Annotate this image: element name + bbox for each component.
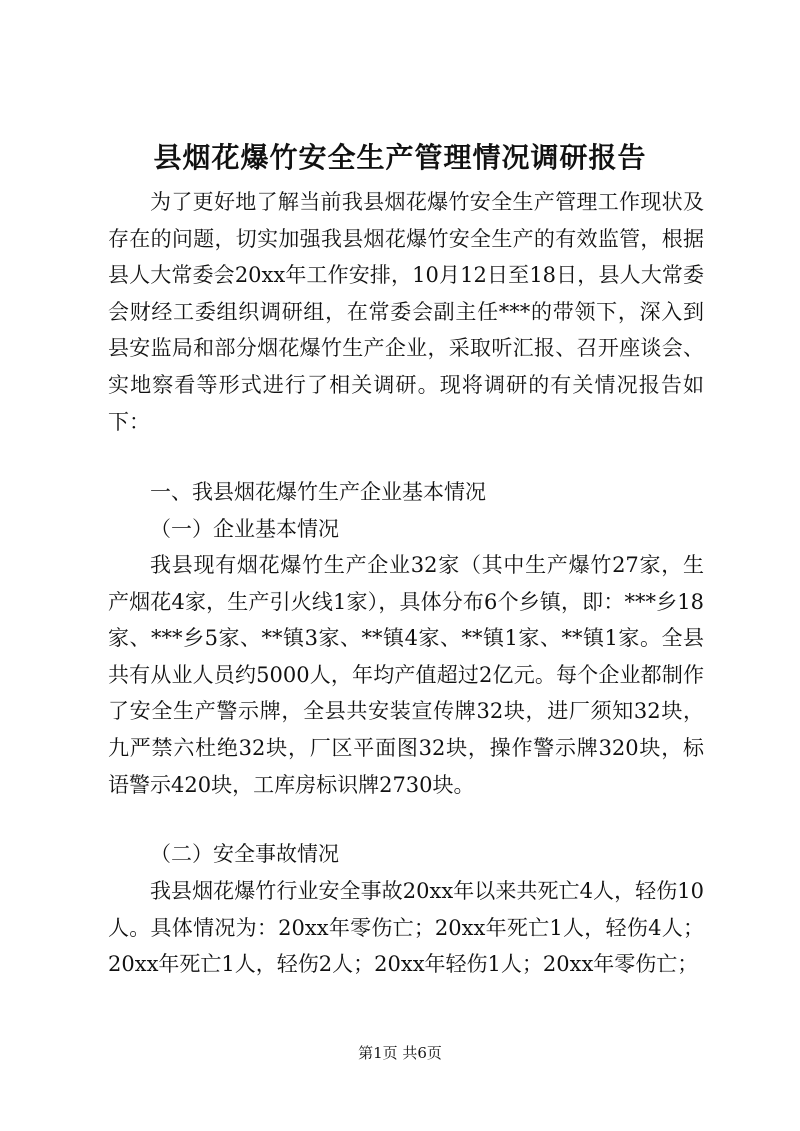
subsection-heading-accidents: （二）安全事故情况 [150,842,339,866]
section-heading: 一、我县烟花爆竹生产企业基本情况 [150,480,486,504]
intro-paragraph: 为了更好地了解当前我县烟花爆竹安全生产管理工作现状及存在的问题，切实加强我县烟花爆竹安全生产的有效监管，根据县人大常委会20xx年工作安排，10月12日至18日，县人大常委会财经工委组织调研组，在常委会副主任***的带领下，深入到县安监局和部分烟花爆竹生产企业，采取听汇报、召开座谈会、实地察看等形式进行了相关调研。现将调研的有关情况报告如下： [108,190,704,434]
accidents-paragraph: 我县烟花爆竹行业安全事故20xx年以来共死亡4人，轻伤10人。具体情况为：20xx年零伤亡；20xx年死亡1人，轻伤4人；20xx年死亡1人，轻伤2人；20xx年轻伤1人；20xx年零伤亡； [108,879,704,977]
subsection-heading-enterprise: （一）企业基本情况 [150,517,339,541]
document-title: 县烟花爆竹安全生产管理情况调研报告 [153,141,647,174]
enterprise-paragraph: 我县现有烟花爆竹生产企业32家（其中生产爆竹27家，生产烟花4家，生产引火线1家），具体分布6个乡镇，即：***乡18家、***乡5家、**镇3家、**镇4家、**镇1家、**镇1家。全县共有从业人员约5000人，年均产值超过2亿元。每个企业都制作了安全生产警示牌，全县共安装宣传牌32块，进厂须知32块，九严禁六杜绝32块，厂区平面图32块，操作警示牌320块，标语警示420块，工库房标识牌2730块。 [108,553,704,797]
page-footer: 第1页 共6页 [358,1044,442,1062]
